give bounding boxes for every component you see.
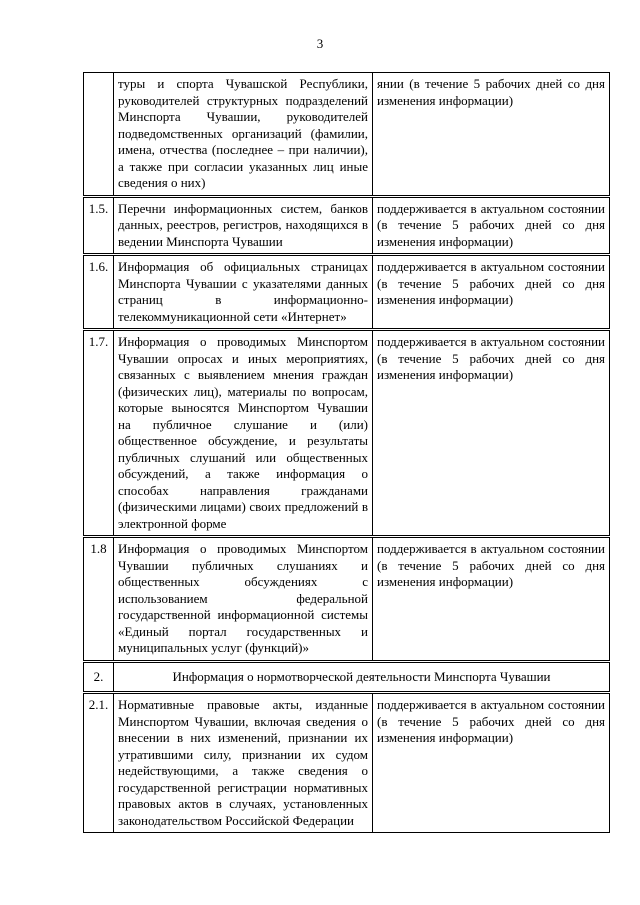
- row-description: Перечни информационных систем, банков данных, реестров, регистров, находящихся в ведении Минспорта Чувашии: [114, 196, 373, 255]
- table-row: [84, 255, 610, 330]
- section-number: 2.: [84, 661, 114, 693]
- table-row: [84, 693, 610, 833]
- section-header-row: [84, 661, 610, 693]
- row-number: 1.5.: [84, 196, 114, 255]
- row-term: поддерживается в актуальном состоянии (в течение 5 рабочих дней со дня изменения информации): [373, 196, 610, 255]
- row-term: поддерживается в актуальном состоянии (в течение 5 рабочих дней со дня изменения информации): [373, 330, 610, 537]
- table-row: [84, 196, 610, 255]
- table-row: [84, 73, 610, 197]
- table-row: [84, 330, 610, 537]
- row-term: поддерживается в актуальном состоянии (в течение 5 рабочих дней со дня изменения информации): [373, 537, 610, 662]
- row-description: Информация о проводимых Минспортом Чувашии опросах и иных мероприятиях, связанных с выявлением мнения граждан (физических лиц), материалы по вопросам, которые выносятся Минспортом Чувашии на публичное слушание и (или) общественное обсуждение, и результаты публичных слушаний или общественных обсуждений, а также информация о способах направления гражданами (физическими лицами) своих предложений в электронной форме: [114, 330, 373, 537]
- information-table: [83, 72, 610, 833]
- row-number: 2.1.: [84, 693, 114, 833]
- row-term: поддерживается в актуальном состоянии (в течение 5 рабочих дней со дня изменения информации): [373, 255, 610, 330]
- row-number: 1.6.: [84, 255, 114, 330]
- table-row: [84, 537, 610, 662]
- row-number: 1.7.: [84, 330, 114, 537]
- row-description: Нормативные правовые акты, изданные Минспортом Чувашии, включая сведения о внесении в них изменений, признании их утратившими силу, признании их судом недействующими, а также сведения о государственной регистрации нормативных правовых актов в случаях, установленных законодательством Российской Федерации: [114, 693, 373, 833]
- row-number: [84, 73, 114, 197]
- row-description: Информация о проводимых Минспортом Чувашии публичных слушаниях и общественных обсуждениях с использованием федеральной государственной информационной системы «Единый портал государственных и муниципальных услуг (функций)»: [114, 537, 373, 662]
- row-term: янии (в течение 5 рабочих дней со дня изменения информации): [373, 73, 610, 197]
- row-term: поддерживается в актуальном состоянии (в течение 5 рабочих дней со дня изменения информации): [373, 693, 610, 833]
- row-number: 1.8: [84, 537, 114, 662]
- section-title: Информация о нормотворческой деятельности Минспорта Чувашии: [114, 661, 610, 693]
- page-number: 3: [316, 36, 324, 51]
- row-description: Информация об официальных страницах Минспорта Чувашии с указателями данных страниц в информационно-телекоммуникационной сети «Интернет»: [114, 255, 373, 330]
- row-description: туры и спорта Чувашской Республики, руководителей структурных подразделений Минспорта Чувашии, руководителей подведомственных организаций (фамилии, имена, отчества (последнее – при наличии), а также при согласии указанных лиц иные сведения о них): [114, 73, 373, 197]
